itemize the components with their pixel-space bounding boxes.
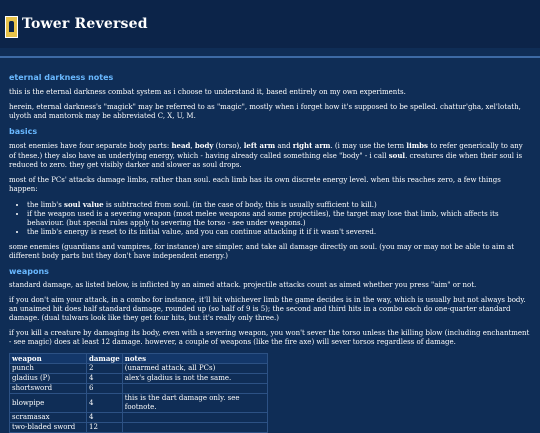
weapon-cell: shortsword [10, 384, 87, 394]
weapon-cell: blowpipe [10, 394, 87, 413]
intro-paragraph-2: herein, eternal darkness's "magick" may be referred to as "magic", mostly when i forget how it's supposed to be spelled. chattur'gha, xel'lotath, ulyoth and mantorok may be abbreviated C, X, U, M. [9, 103, 521, 120]
list-item: • the limb's energy is reset to its initial value, and you can continue attacking it if it wasn't severed. [27, 228, 531, 237]
weapons-paragraph-1: standard damage, as listed below, is inflicted by an aimed attack. projectile attacks count as aimed whether you press "aim" or not. [9, 281, 477, 289]
damage-cell: 6 [87, 384, 123, 394]
table-row [10, 364, 268, 374]
weapon-cell: punch [10, 364, 87, 374]
damage-cell: 4 [87, 374, 123, 384]
notes-cell [122, 413, 267, 423]
damage-cell: 2 [87, 364, 123, 374]
site-header [0, 0, 540, 48]
weapon-cell: gladius (P) [10, 374, 87, 384]
notes-cell: alex's gladius is not the same. [122, 374, 267, 384]
site-title[interactable]: Tower Reversed [22, 16, 148, 32]
page-title: eternal darkness notes [9, 73, 114, 82]
list-item: • if the weapon used is a severing weapon (most melee weapons and some projectiles), the target may lose that limb, which affects its behaviour. (but special rules apply to severing the torso - see under weapons.) [27, 210, 531, 228]
limb-damage-list [9, 200, 531, 237]
table-row [10, 374, 268, 384]
weapons-paragraph-2: if you don't aim your attack, in a combo for instance, it'll hit whichever limb the game decides is in the way, which is usually but not always body. an unaimed hit does half standard damage, rounded up (so half of 9 is 5); the second and third hits in a combo each do one-quarter standard damage. (dual tulwars look like they get four hits, but it's really only three.) [9, 296, 526, 322]
notes-cell [122, 423, 267, 433]
table-row [10, 384, 268, 394]
notes-cell: this is the dart damage only. see footnote. [122, 394, 267, 413]
table-row [10, 394, 268, 413]
main-content [0, 58, 540, 433]
weapons-heading: weapons [9, 267, 49, 276]
table-row [10, 423, 268, 433]
weapon-cell: scramasax [10, 413, 87, 423]
column-header-weapon: weapon [10, 354, 87, 364]
tower-logo-icon[interactable] [5, 16, 18, 38]
notes-cell [122, 384, 267, 394]
weapons-table [9, 353, 268, 433]
basics-heading: basics [9, 127, 38, 136]
damage-cell: 4 [87, 413, 123, 423]
table-row [10, 413, 268, 423]
basics-paragraph-3: some enemies (guardians and vampires, for instance) are simpler, and take all damage directly on soul. (you may or may not be able to aim at different body parts but they don't have independent energy.) [9, 243, 515, 260]
notes-cell: (unarmed attack, all PCs) [122, 364, 267, 374]
intro-paragraph-1: this is the eternal darkness combat system as i choose to understand it, based entirely on my own experiments. [9, 88, 406, 96]
weapon-cell: two-bladed sword [10, 423, 87, 433]
column-header-notes: notes [122, 354, 267, 364]
basics-paragraph-2: most of the PCs' attacks damage limbs, rather than soul. each limb has its own discrete energy level. when this reaches zero, a few things happen: [9, 176, 501, 193]
basics-paragraph-1: most enemies have four separate body parts: head, body (torso), left arm and right arm. (i may use the term limbs to refer generically to any of these.) they also have an underlying energy, which - having already called something else "body" - i call soul. creatures die when their soul is reduced to zero. they get visibly darker and slower as soul drops. [9, 141, 523, 169]
damage-cell: 12 [87, 423, 123, 433]
list-item: • the limb's soul value is subtracted from soul. (in the case of body, this is usually sufficient to kill.) [27, 200, 531, 210]
weapons-paragraph-3: if you kill a creature by damaging its body, even with a severing weapon, you won't sever the torso unless the killing blow (including enchantment - see magic) does at least 12 damage. however, a couple of weapons (like the fire axe) will sever torsos regardless of damage. [9, 329, 530, 346]
column-header-damage: damage [87, 354, 123, 364]
table-header-row [10, 354, 268, 364]
damage-cell: 4 [87, 394, 123, 413]
